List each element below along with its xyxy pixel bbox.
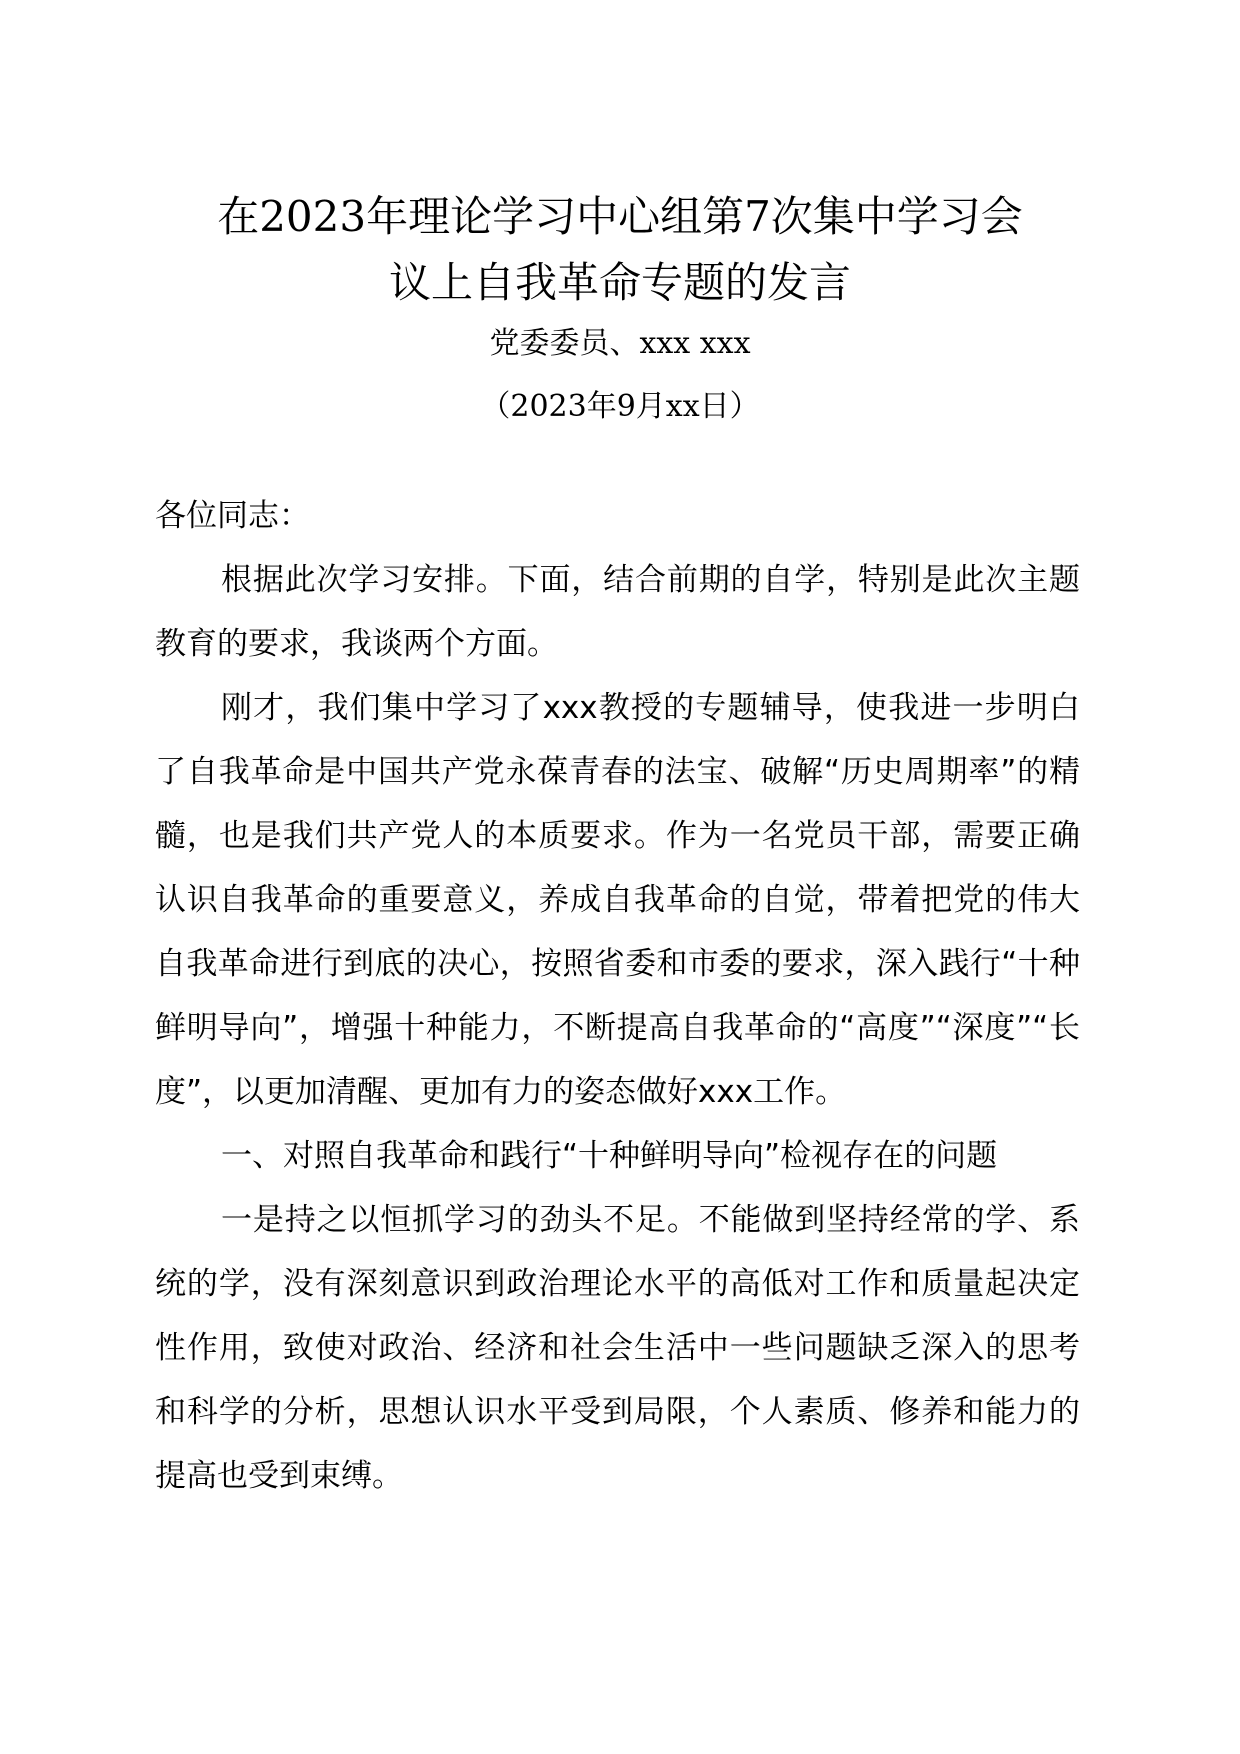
date-line: （2023年9月xx日） — [480, 389, 760, 424]
paragraph-study-summary: 刚才，我们集中学习了xxx教授的专题辅导，使我进一步明白了自我革命是中国共产党永葆青春的法宝、破解“历史周期率”的精髓，也是我们共产党人的本质要求。作为一名党员干部，需要正确认识自我革命的重要意义，养成自我革命的自觉，带着把党的伟大自我革命进行到底的决心，按照省委和市委的要求，深入践行“十种鲜明导向”，增强十种能力，不断提高自我革命的“高度”“深度”“长度”，以更加清醒、更加有力的姿态做好xxx工作。 — [155, 690, 1080, 1110]
document-body — [155, 484, 1080, 1508]
title-line-1: 在2023年理论学习中心组第7次集中学习会 — [217, 192, 1023, 241]
paragraph-intro: 根据此次学习安排。下面，结合前期的自学，特别是此次主题教育的要求，我谈两个方面。 — [155, 562, 1080, 662]
salutation: 各位同志： — [155, 498, 310, 534]
document-title — [150, 184, 1090, 316]
section-heading-1: 一、对照自我革命和践行“十种鲜明导向”检视存在的问题 — [221, 1138, 998, 1174]
author-line: 党委委员、xxx xxx — [489, 326, 751, 361]
title-line-2: 议上自我革命专题的发言 — [388, 258, 851, 307]
paragraph-problem-1: 一是持之以恒抓学习的劲头不足。不能做到坚持经常的学、系统的学，没有深刻意识到政治理论水平的高低对工作和质量起决定性作用，致使对政治、经济和社会生活中一些问题缺乏深入的思考和科学的分析，思想认识水平受到局限，个人素质、修养和能力的提高也受到束缚。 — [155, 1202, 1080, 1494]
